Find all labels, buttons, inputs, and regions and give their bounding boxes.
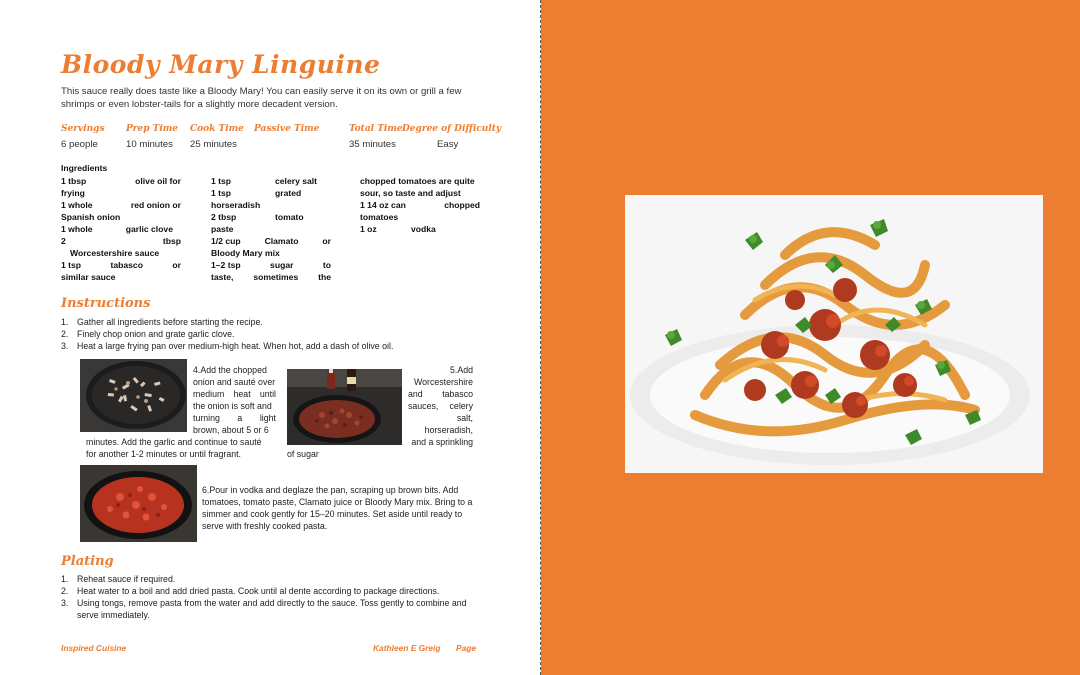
step-4-photo xyxy=(80,359,187,432)
passive-time-label: Passive Time xyxy=(254,124,320,134)
ingredient-note: chopped tomatoes are quite xyxy=(360,176,475,186)
footer-page: Page xyxy=(456,643,477,653)
ingredient-qty: 1 tsp xyxy=(211,176,232,186)
ingredient-qty: 1 tsp xyxy=(211,188,232,198)
instructions-heading: Instructions xyxy=(61,296,151,311)
list-item xyxy=(61,585,481,597)
ingredient-qty: 1/2 cup xyxy=(211,236,241,246)
step-number: 1. xyxy=(61,317,69,327)
step-text: Reheat sauce if required. xyxy=(77,574,176,584)
ingredient-name: olive oil for xyxy=(135,176,181,186)
footer-brand: Inspired Cuisine xyxy=(61,643,127,653)
ingredient-name: taste, xyxy=(211,272,234,282)
step-text-line: 5.Add xyxy=(450,365,473,375)
ingredient-qty: 2 xyxy=(61,236,66,246)
step-number: 1. xyxy=(61,574,69,584)
cook-time-label: Cook Time xyxy=(190,124,244,134)
step-text-word: celery xyxy=(449,401,473,411)
step-4-text xyxy=(193,364,276,436)
step-text-line: brown, about 5 or 6 xyxy=(193,425,269,435)
ingredient-unit: tbsp xyxy=(162,236,181,246)
plating-heading: Plating xyxy=(61,554,114,569)
ingredients-column-3 xyxy=(360,175,480,235)
ingredient-name: tomato xyxy=(275,212,304,222)
step-text-line: onion and sauté over xyxy=(193,377,276,387)
step-4-text-cont xyxy=(86,436,281,460)
ingredients-column-1 xyxy=(61,175,181,283)
total-time-value: 35 minutes xyxy=(349,139,396,150)
ingredient-qty: 1–2 tsp xyxy=(211,260,241,270)
step-text-line: tomatoes, tomato paste, Clamato juice or Bloody Mary mix. Bring to a xyxy=(202,497,473,507)
step-text-word: light xyxy=(259,413,276,423)
ingredient-qty: 1 oz xyxy=(360,224,377,234)
ingredient-name: vodka xyxy=(411,224,436,234)
ingredient-name: chopped xyxy=(444,200,480,210)
ingredient-name: frying xyxy=(61,188,85,198)
step-text-line: 4.Add the chopped xyxy=(193,365,267,375)
ingredient-name: Worcestershire sauce xyxy=(70,248,160,258)
step-text: serve immediately. xyxy=(77,610,150,620)
step-5-text xyxy=(408,364,473,448)
servings-label: Servings xyxy=(61,124,105,134)
servings-value: 6 people xyxy=(61,139,98,150)
step-text-line: simmer and cook gently for 15–20 minutes. Set aside until ready to xyxy=(202,509,463,519)
prep-time-value: 10 minutes xyxy=(126,139,173,150)
recipe-title: Bloody Mary Linguine xyxy=(61,50,381,79)
ingredient-qty: 1 tsp xyxy=(61,260,82,270)
step-6-text xyxy=(202,484,478,532)
difficulty-value: Easy xyxy=(437,139,459,150)
step-text-line: the onion is soft and xyxy=(193,401,272,411)
ingredient-name: sometimes xyxy=(253,272,299,282)
list-item xyxy=(61,597,481,621)
step-number: 2. xyxy=(61,586,69,596)
step-text-word: a xyxy=(237,413,243,423)
ingredient-name: Spanish onion xyxy=(61,212,121,222)
step-text-line: serve with freshly cooked pasta. xyxy=(202,521,328,531)
step-text-line: horseradish, xyxy=(424,425,473,435)
ingredient-qty: 1 whole xyxy=(61,224,93,234)
ingredient-name: or xyxy=(322,236,331,246)
footer-author: Kathleen E Greig xyxy=(373,643,441,653)
ingredient-name: grated xyxy=(275,188,302,198)
ingredient-name: paste xyxy=(211,224,234,234)
step-text: Finely chop onion and grate garlic clove. xyxy=(77,329,235,339)
step-text-word: sauces, xyxy=(408,401,439,411)
photo-panel xyxy=(541,0,1080,675)
step-text: Using tongs, remove pasta from the water and add directly to the sauce. Toss gently to combine and xyxy=(77,598,467,608)
step-6-photo xyxy=(80,465,197,542)
step-text: Heat a large frying pan over medium-high heat. When hot, add a dash of olive oil. xyxy=(77,341,394,351)
step-5-text-cont: of sugar xyxy=(287,449,319,459)
list-item xyxy=(61,316,481,328)
ingredient-name: tomatoes xyxy=(360,212,399,222)
pasta-photo xyxy=(625,195,1043,473)
ingredient-name: garlic clove xyxy=(125,224,173,234)
ingredient-qty: 1 whole xyxy=(61,200,93,210)
step-text-word: until xyxy=(259,389,276,399)
step-number: 3. xyxy=(61,598,69,608)
ingredient-qty: 1 tbsp xyxy=(61,176,87,186)
ingredient-name: similar sauce xyxy=(61,272,116,282)
step-text-line: 6.Pour in vodka and deglaze the pan, scraping up brown bits. Add xyxy=(202,485,459,495)
step-text: Gather all ingredients before starting the recipe. xyxy=(77,317,263,327)
ingredient-qty: 2 tbsp xyxy=(211,212,237,222)
step-text: Heat water to a boil and add dried pasta. Cook until al dente according to package directions. xyxy=(77,586,440,596)
step-text-line: minutes. Add the garlic and continue to sauté xyxy=(86,437,262,447)
prep-time-label: Prep Time xyxy=(126,124,179,134)
ingredient-note: sour, so taste and adjust xyxy=(360,188,461,198)
step-text-line: salt, xyxy=(456,413,473,423)
step-text-line: and a sprinkling xyxy=(411,437,473,447)
cook-time-value: 25 minutes xyxy=(190,139,237,150)
instructions-list xyxy=(61,316,481,352)
step-number: 3. xyxy=(61,341,69,351)
plating-list xyxy=(61,573,481,621)
step-text-line: Worcestershire xyxy=(414,377,473,387)
step-text-line: for another 1-2 minutes or until fragrant. xyxy=(86,449,242,459)
step-5-photo xyxy=(287,369,402,445)
list-item xyxy=(61,340,481,352)
ingredient-name: sugar xyxy=(270,260,294,270)
ingredient-qty: 1 14 oz can xyxy=(360,200,406,210)
ingredient-name: to xyxy=(322,260,331,270)
ingredient-name: red onion or xyxy=(130,200,181,210)
list-item xyxy=(61,573,481,585)
ingredient-name: or xyxy=(172,260,181,270)
ingredient-name: tabasco xyxy=(110,260,143,270)
step-text-word: heat xyxy=(233,389,251,399)
ingredients-column-2 xyxy=(211,175,331,283)
ingredient-name: the xyxy=(318,272,331,282)
ingredient-name: celery salt xyxy=(275,176,318,186)
difficulty-label: Degree of Difficulty xyxy=(402,124,502,134)
total-time-label: Total Time xyxy=(349,124,403,134)
step-text-word: turning xyxy=(193,413,220,423)
ingredient-name: Clamato xyxy=(264,236,299,246)
step-text-word: medium xyxy=(193,389,225,399)
step-text-word: tabasco xyxy=(442,389,473,399)
list-item xyxy=(61,328,481,340)
step-text-word: and xyxy=(408,389,423,399)
ingredient-name: horseradish xyxy=(211,200,261,210)
ingredient-name: Bloody Mary mix xyxy=(211,248,280,258)
recipe-intro: This sauce really does taste like a Bloody Mary! You can easily serve it on its own or grill a few shrimps or even lobster-tails for a slightly more decadent version. xyxy=(61,86,462,110)
ingredients-heading: Ingredients xyxy=(61,163,108,173)
step-number: 2. xyxy=(61,329,69,339)
